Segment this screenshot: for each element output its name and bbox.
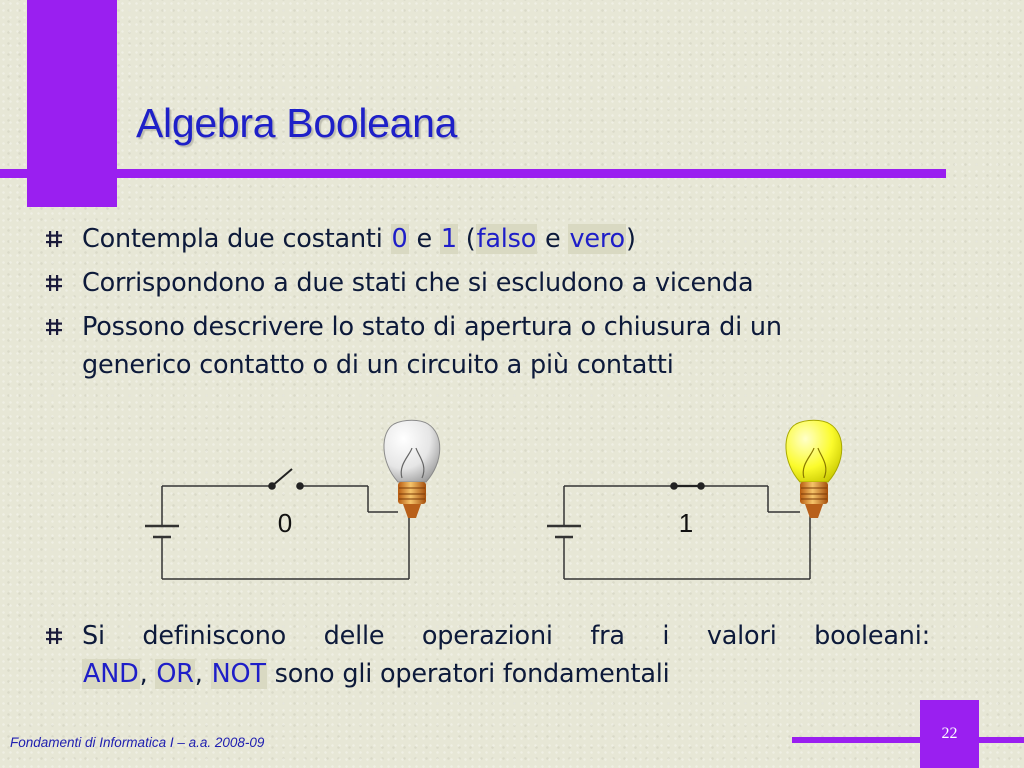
word: operazioni <box>421 621 553 651</box>
footer-rule <box>792 737 1024 743</box>
text-run: , <box>194 659 203 689</box>
operator-not: NOT <box>211 659 266 689</box>
text-run: sono gli operatori fondamentali <box>266 659 670 689</box>
word: valori <box>706 621 777 651</box>
hash-bullet-icon <box>44 626 64 646</box>
bullet-3-line-1: Possono descrivere lo stato di apertura o chiusura di un <box>82 312 782 342</box>
battery-icon <box>145 526 179 537</box>
bullet-4-line-1 <box>82 617 930 655</box>
page-number: 22 <box>941 725 958 742</box>
circuit-diagrams <box>0 410 1024 610</box>
operator-and: AND <box>83 659 139 689</box>
word: Si <box>82 621 105 651</box>
text-run: Contempla due costanti <box>82 224 391 254</box>
closed-circuit-label: 1 <box>678 508 694 538</box>
word: fra <box>590 621 625 651</box>
constant-one: 1 <box>440 224 457 254</box>
bullet-1 <box>82 220 636 258</box>
bullet-2: Corrispondono a due stati che si escludono a vicenda <box>82 268 754 298</box>
light-bulb-icon <box>786 420 842 518</box>
word: i <box>662 621 670 651</box>
switch-icon <box>670 482 705 490</box>
hash-bullet-icon <box>44 317 64 337</box>
switch-icon <box>268 469 304 490</box>
text-run: ) <box>625 224 636 254</box>
open-circuit-label: 0 <box>277 508 293 538</box>
constant-zero: 0 <box>391 224 408 254</box>
hash-bullet-icon <box>44 273 64 293</box>
word: definiscono <box>142 621 287 651</box>
hash-bullet-icon <box>44 229 64 249</box>
bullet-3-line-2: generico contatto o di un circuito a più contatti <box>82 350 674 380</box>
word: booleani: <box>814 621 930 651</box>
footer-course: Fondamenti di Informatica I – a.a. 2008-09 <box>10 735 265 750</box>
slide-title: Algebra Booleana <box>136 100 458 146</box>
light-bulb-icon <box>384 420 440 518</box>
text-run: ( <box>457 224 476 254</box>
title-rule <box>0 169 946 178</box>
word-falso: falso <box>476 224 537 254</box>
operator-or: OR <box>156 659 194 689</box>
text-run: e <box>537 224 569 254</box>
text-run: e <box>408 224 440 254</box>
word: delle <box>323 621 385 651</box>
text-run: , <box>139 659 148 689</box>
battery-icon <box>547 526 581 537</box>
word-vero: vero <box>569 224 625 254</box>
bullet-4-line-2 <box>82 655 670 693</box>
